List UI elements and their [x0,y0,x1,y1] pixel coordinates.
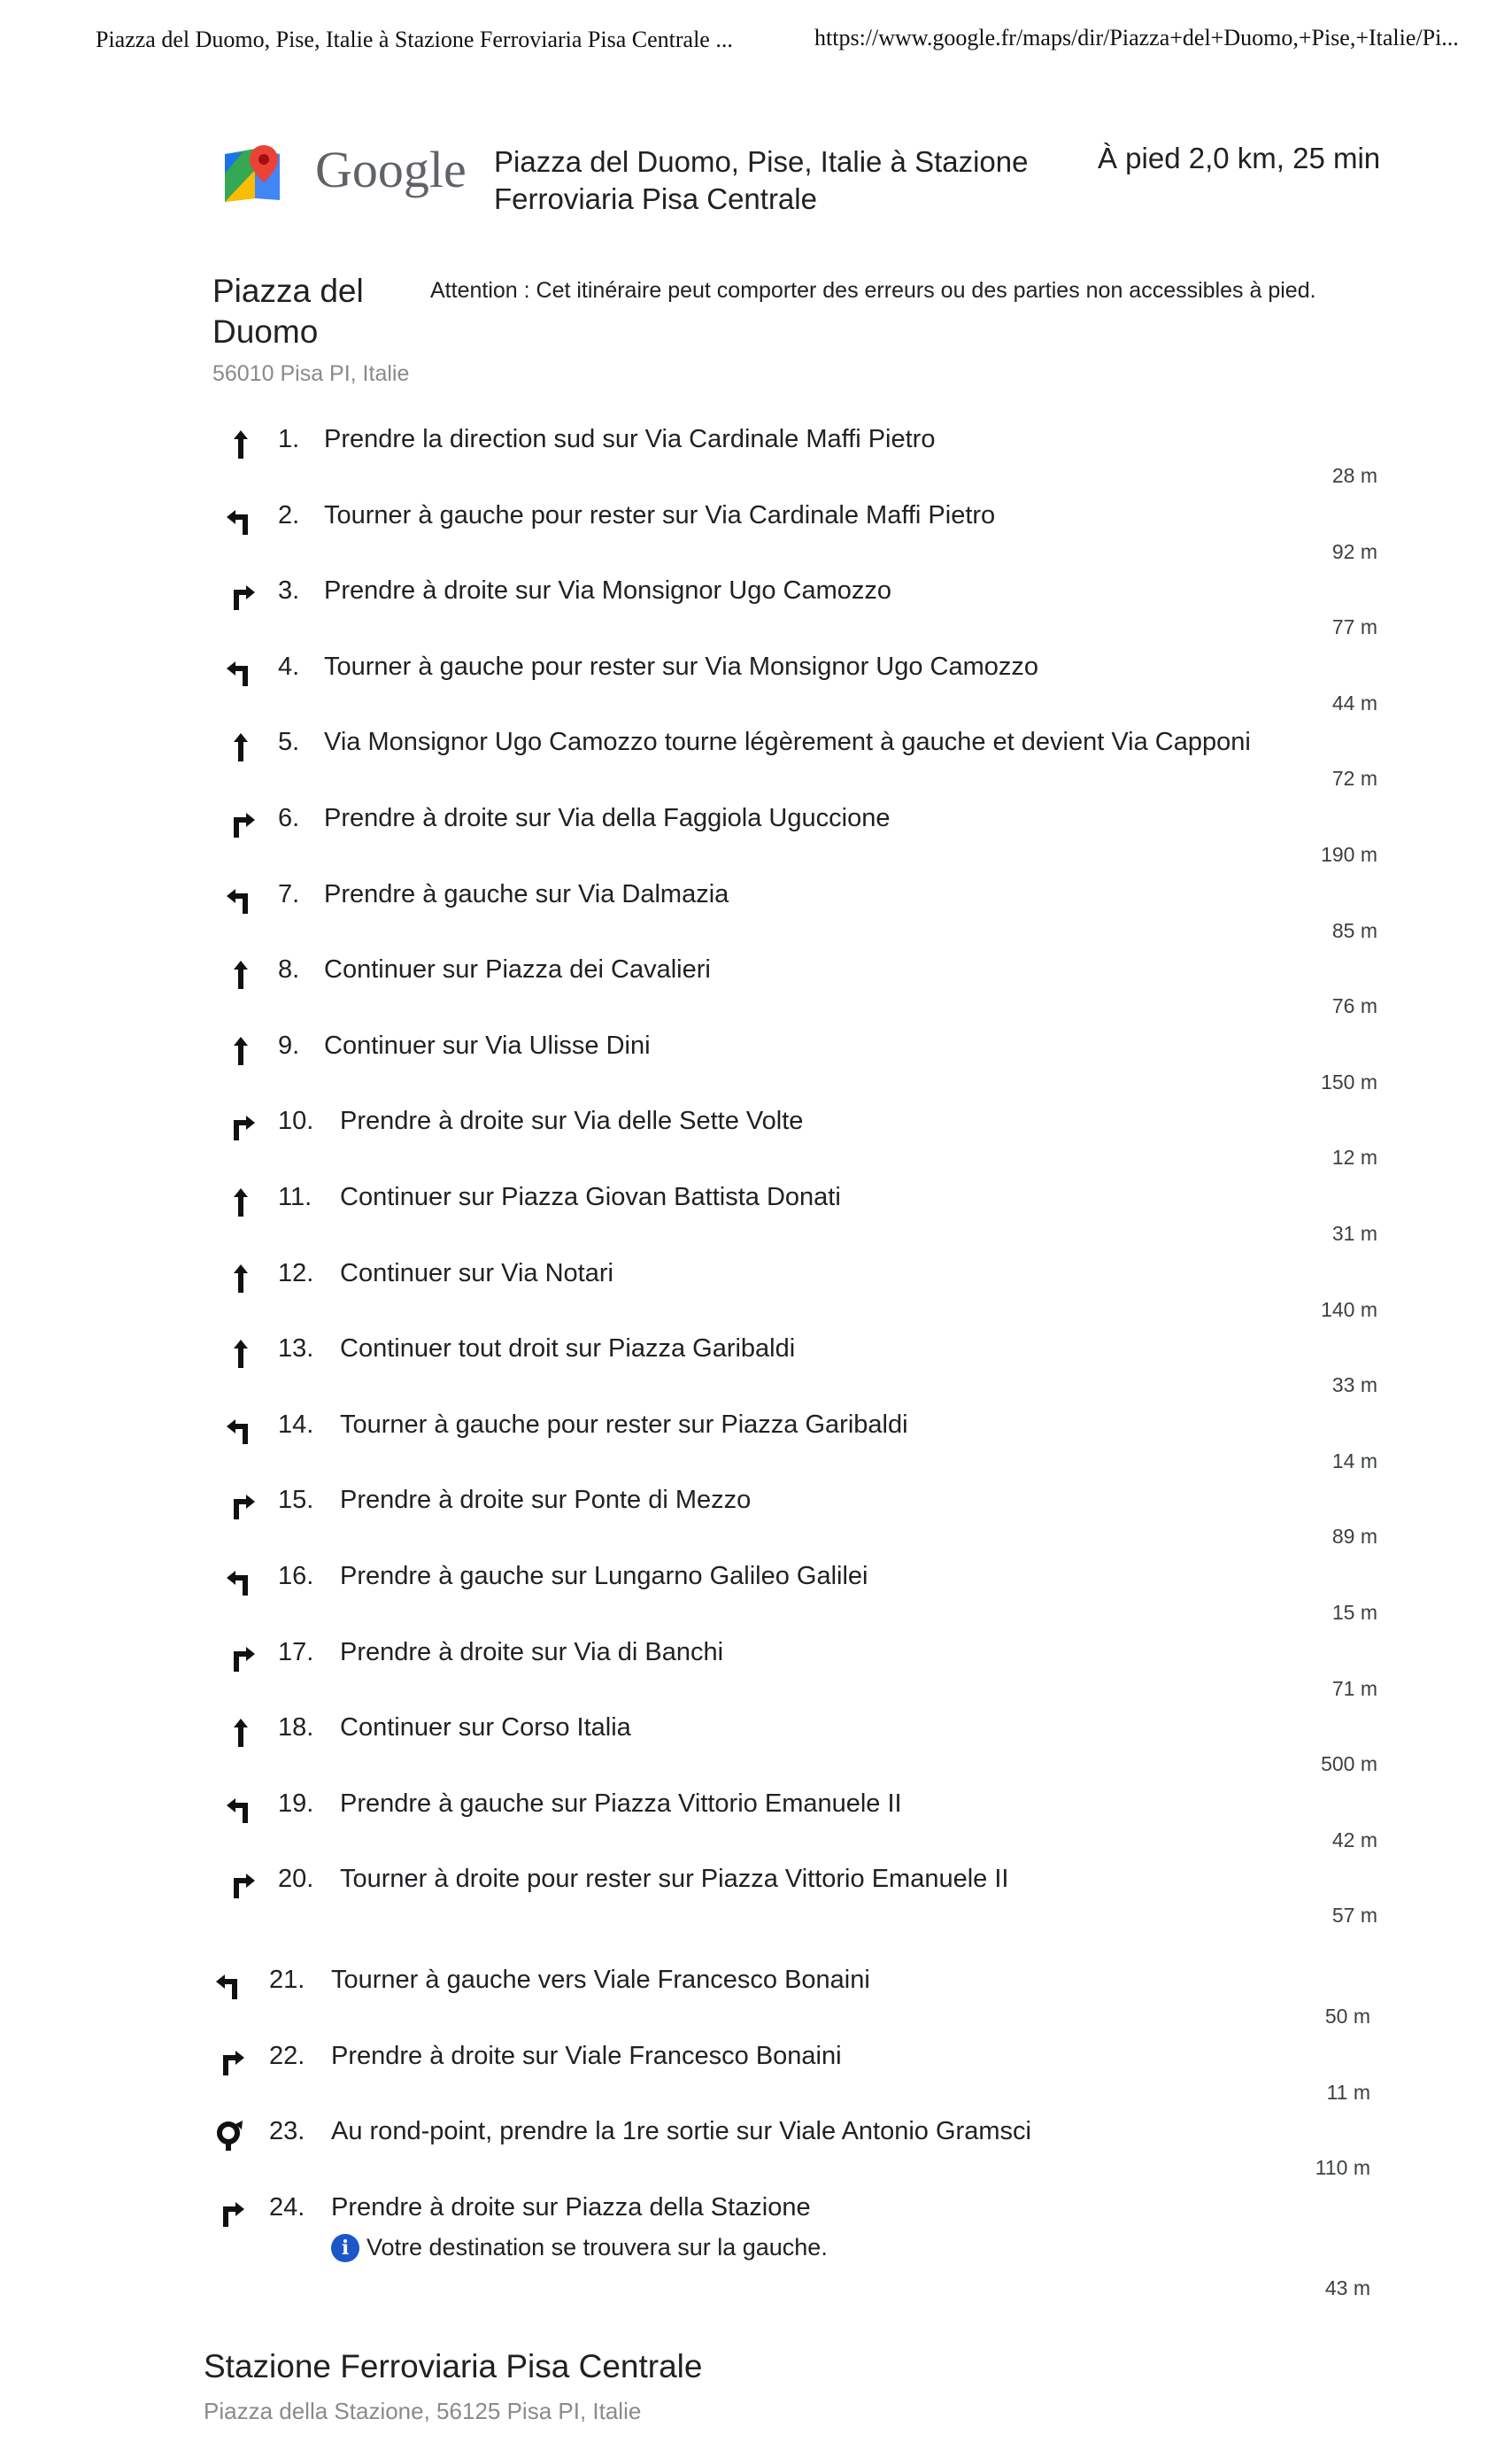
google-wordmark: Google [315,141,467,198]
step-instruction: Prendre à droite sur Via della Faggiola Uguccione [324,804,891,832]
turn-right-icon [223,1488,258,1523]
step-number: 3. [278,576,300,606]
info-icon: i [331,2234,359,2262]
turn-left-icon [223,1791,258,1827]
step-distance: 57 m [1331,1904,1377,1928]
step-instruction: Prendre à droite sur Via Monsignor Ugo Camozzo [324,576,892,606]
step-note [331,2234,828,2262]
route-title: Piazza del Duomo, Pise, Italie à Stazione Ferroviaria Pisa Centrale [494,145,1029,215]
turn-left-icon [223,882,258,917]
step-instruction: Prendre à droite sur Via di Banchi [340,1637,724,1666]
straight-arrow-icon [223,730,258,765]
step-number: 18. [278,1713,314,1743]
turn-left-icon [212,1967,248,2003]
step-instruction: Tourner à droite pour rester sur Piazza Vittorio Emanuele II [340,1865,1009,1894]
step-number: 1. [278,425,300,453]
turn-right-icon [223,1640,258,1675]
google-maps-logo-icon [225,145,282,204]
turn-right-icon [212,2044,248,2079]
step-distance: 72 m [1331,767,1377,791]
origin-address: 56010 Pisa PI, Italie [212,361,410,386]
turn-right-icon [223,806,258,841]
turn-left-icon [223,1564,258,1599]
step-number: 7. [278,879,300,908]
step-distance: 500 m [1321,1752,1377,1776]
turn-right-icon [223,1866,258,1902]
step-instruction: Tourner à gauche vers Viale Francesco Bonaini [331,1966,870,1994]
step-distance: 15 m [1331,1601,1377,1624]
step-number: 22. [269,2041,305,2070]
step-number: 13. [278,1334,314,1364]
step-number: 21. [269,1966,305,1994]
step-number: 6. [278,804,300,832]
straight-arrow-icon [223,957,258,993]
destination-name: Stazione Ferroviaria Pisa Centrale [204,2348,703,2384]
step-distance: 31 m [1331,1222,1377,1245]
step-distance: 89 m [1331,1525,1377,1549]
straight-arrow-icon [223,1715,258,1750]
step-distance: 76 m [1331,994,1377,1018]
step-instruction: Continuer sur Via Notari [340,1258,613,1287]
step-number: 14. [278,1410,314,1439]
step-instruction: Prendre à droite sur Piazza della Stazione [331,2192,811,2222]
step-distance: 50 m [1324,2005,1370,2028]
step-distance: 85 m [1331,918,1377,942]
turn-right-icon [223,578,258,614]
straight-arrow-icon [223,1261,258,1296]
step-instruction: Prendre à gauche sur Piazza Vittorio Emanuele II [340,1789,902,1818]
step-number: 10. [278,1107,314,1136]
step-distance: 71 m [1331,1676,1377,1700]
step-instruction: Prendre à droite sur Viale Francesco Bonaini [331,2041,842,2070]
step-distance: 140 m [1321,1297,1377,1321]
straight-arrow-icon [223,1336,258,1372]
step-instruction: Continuer sur Piazza Giovan Battista Donati [340,1183,841,1211]
step-note-text: Votre destination se trouvera sur la gauche. [366,2234,828,2261]
step-number: 5. [278,728,300,757]
straight-arrow-icon [223,1033,258,1069]
step-distance: 44 m [1331,691,1377,715]
step-number: 20. [278,1865,314,1894]
step-number: 24. [269,2192,305,2222]
step-number: 8. [278,955,300,985]
step-distance: 14 m [1331,1449,1377,1472]
step-number: 15. [278,1486,314,1515]
step-instruction: Tourner à gauche pour rester sur Piazza Garibaldi [340,1410,908,1439]
step-number: 16. [278,1562,314,1590]
print-header-title: Piazza del Duomo, Pise, Italie à Stazione Ferroviaria Pisa Centrale ... [96,27,733,52]
roundabout-icon [212,2119,248,2154]
step-number: 23. [269,2117,305,2146]
straight-arrow-icon [223,1185,258,1220]
step-instruction: Prendre à droite sur Via delle Sette Volte [340,1107,804,1136]
step-number: 2. [278,500,300,529]
step-distance: 92 m [1331,539,1377,563]
step-distance: 42 m [1331,1828,1377,1851]
step-instruction: Prendre à gauche sur Lungarno Galileo Galilei [340,1562,868,1590]
route-summary: À pied 2,0 km, 25 min [1098,142,1381,174]
step-distance: 77 m [1331,615,1377,639]
step-number: 11. [278,1183,312,1211]
turn-right-icon [212,2195,248,2230]
print-header-url: https://www.google.fr/maps/dir/Piazza+del+Duomo,+Pise,+Italie/Pi... [814,25,1459,50]
step-distance: 11 m [1326,2080,1370,2104]
step-instruction: Au rond-point, prendre la 1re sortie sur Viale Antonio Gramsci [331,2117,1031,2146]
step-distance: 190 m [1321,843,1377,866]
step-instruction: Tourner à gauche pour rester sur Via Monsignor Ugo Camozzo [324,652,1039,681]
step-instruction: Continuer sur Piazza dei Cavalieri [324,955,711,985]
step-distance: 43 m [1324,2276,1370,2299]
turn-left-icon [223,654,258,690]
turn-left-icon [223,1412,258,1448]
step-distance: 150 m [1321,1070,1377,1093]
step-distance: 12 m [1331,1146,1377,1170]
step-instruction: Continuer tout droit sur Piazza Garibaldi [340,1334,796,1364]
origin-name: Piazza del Duomo [212,273,364,350]
step-instruction: Tourner à gauche pour rester sur Via Cardinale Maffi Pietro [324,500,996,529]
step-instruction: Prendre la direction sud sur Via Cardinale Maffi Pietro [324,425,936,453]
step-instruction: Continuer sur Corso Italia [340,1713,631,1743]
step-instruction: Via Monsignor Ugo Camozzo tourne légèrement à gauche et devient Via Capponi [324,728,1251,757]
step-number: 9. [278,1031,300,1060]
turn-left-icon [223,503,258,538]
step-number: 19. [278,1789,314,1818]
step-distance: 110 m [1315,2156,1370,2180]
step-distance: 33 m [1331,1373,1377,1397]
turn-right-icon [223,1109,258,1144]
straight-arrow-icon [223,427,258,462]
step-distance: 28 m [1331,464,1377,487]
step-instruction: Continuer sur Via Ulisse Dini [324,1031,651,1060]
step-instruction: Prendre à droite sur Ponte di Mezzo [340,1486,752,1515]
destination-address: Piazza della Stazione, 56125 Pisa PI, Italie [204,2398,642,2424]
step-number: 17. [278,1637,314,1666]
step-number: 4. [278,652,300,681]
route-warning: Attention : Cet itinéraire peut comporter des erreurs ou des parties non accessibles à pied. [430,278,1316,303]
step-instruction: Prendre à gauche sur Via Dalmazia [324,879,729,908]
step-number: 12. [278,1258,314,1287]
